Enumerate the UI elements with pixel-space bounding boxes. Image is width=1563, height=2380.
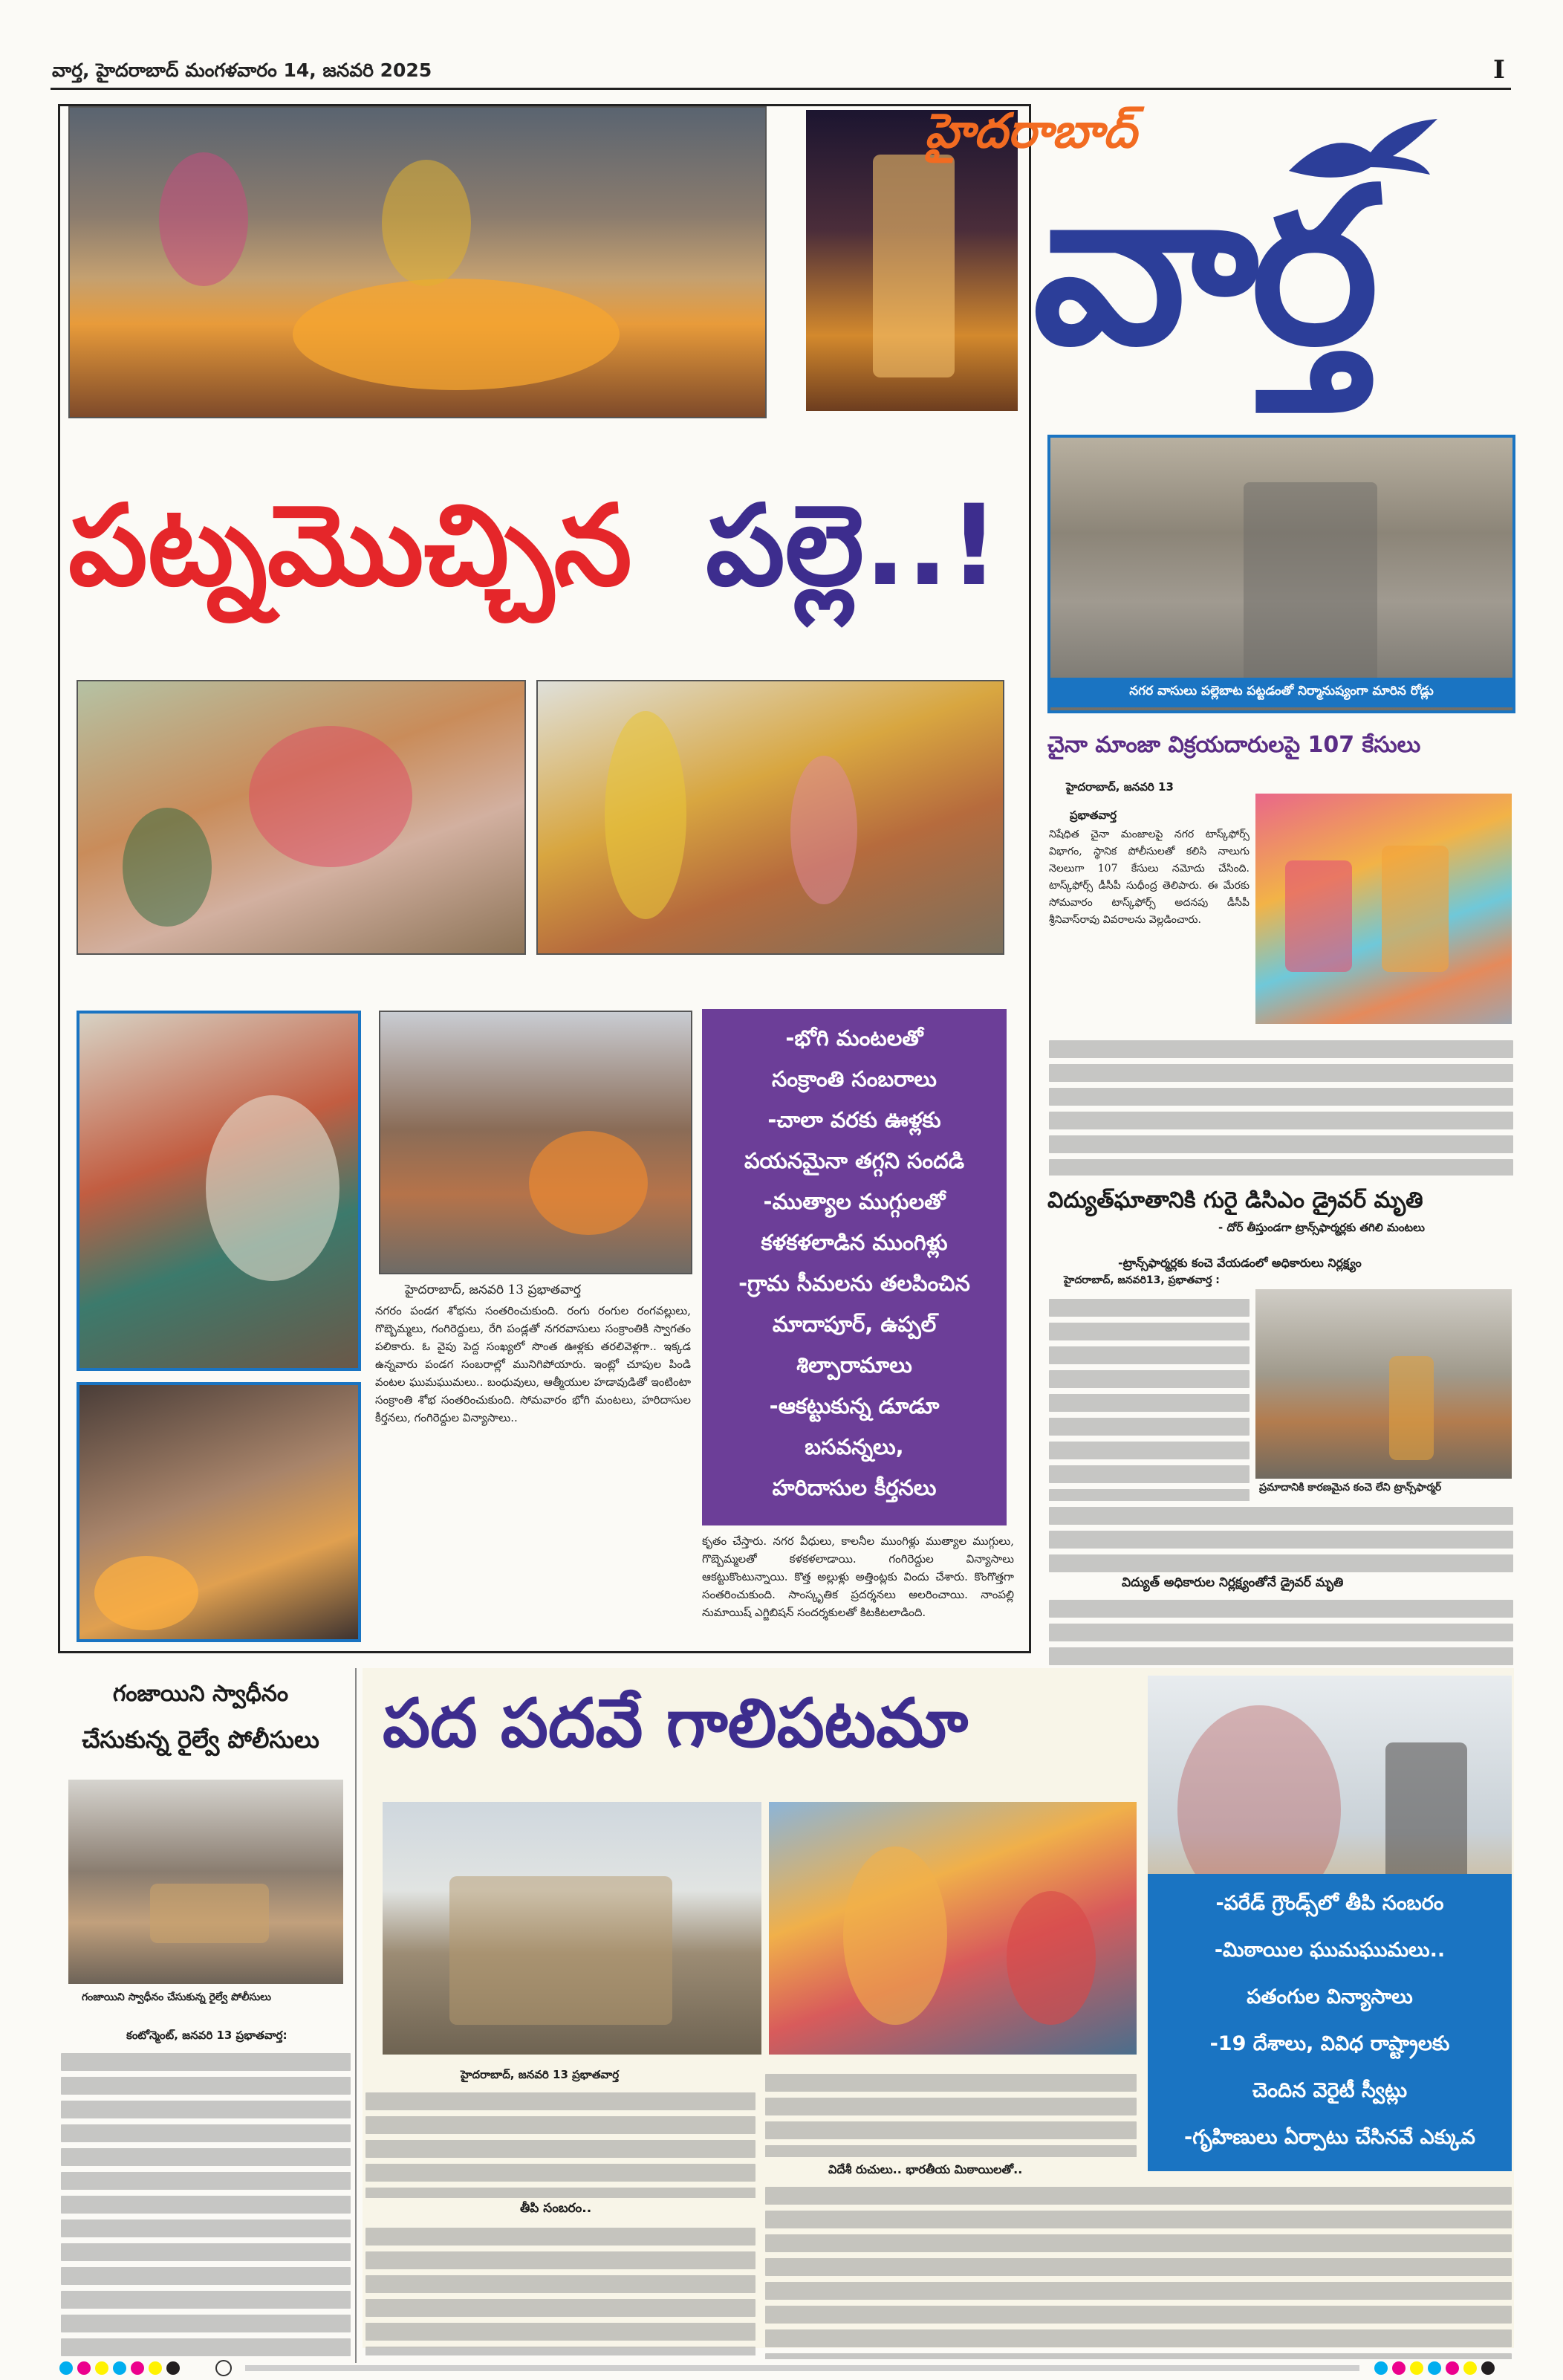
electric-sub2: -ట్రాన్స్‌ఫార్మర్లకు కంచె వేయడంలో అధికారులు నిర్లక్ష్యం <box>1118 1256 1362 1270</box>
header-rule <box>51 88 1511 90</box>
kite-dateline: హైదరాబాద్, జనవరి 13 ప్రభాతవార్త <box>461 2068 620 2081</box>
ganja-dateline: కంటోన్మెంట్, జనవరి 13 ప్రభాతవార్త: <box>126 2029 287 2042</box>
ganja-body-lines <box>61 2047 351 2359</box>
main-story-dateline: హైదరాబాద్, జనవరి 13 ప్రభాతవార్త <box>405 1283 581 1297</box>
electric-headline: విద్యుత్‌ఘాతానికి గురై డిసిఎం డ్రైవర్ మృతి <box>1047 1187 1423 1213</box>
police-kite-photo <box>383 1802 761 2055</box>
transformer-photo-caption: ప్రమాదానికి కారణమైన కంచె లేని ట్రాన్స్‌ఫార్మర్ <box>1259 1482 1442 1494</box>
main-story-lead: నగరం పండగ శోభను సంతరించుకుంది. రంగు రంగుల రంగవల్లులు, గొబ్బెమ్మలు, గంగిరెద్దులు, రేగి పండ్లతో నగరవాసులు సంక్రాంతికి స్వాగతం పలికారు. ఓ వైపు పెద్ద సంఖ్యలో సొంత ఊళ్లకు తరలివెళ్లగా.. ఇక్కడ ఉన్నవారు పండగ సంబరాల్లో మునిగిపోయారు. ఇంట్లో చూపుల పిండి వంటల ఘుమఘుమలు.. బంధువులు, ఆత్మీయుల హడావుడితో ఇంటింటా సంక్రాంతి శోభ సంతరించుకుంది. సోమవారం భోగి మంటలు, హరిదాసుల కీర్తనలు, గంగిరెద్దుల విన్యాసాలు.. <box>375 1304 691 1424</box>
registration-strip-right <box>1374 2361 1523 2376</box>
empty-road-photo <box>1047 435 1515 713</box>
kite-body-lines-2 <box>365 2222 755 2355</box>
highlight-line: కళకళలాడిన ముంగిళ్లు <box>761 1230 948 1255</box>
highlight-line: -భోగి మంటలతో <box>785 1025 923 1051</box>
kite-highlight-line: -గృహిణులు ఏర్పాటు చేసినవే ఎక్కువ <box>1184 2126 1475 2149</box>
ganja-headline-1: గంజాయిని స్వాధీనం <box>112 1681 289 1707</box>
kite-festival-photo <box>769 1802 1137 2055</box>
highlight-line: మాదాపూర్, ఉప్పల్ <box>772 1311 937 1337</box>
highlight-line: హరిదాసుల కీర్తనలు <box>772 1475 937 1500</box>
kite-highlight-line: చెందిన వెరైటీ స్వీట్లు <box>1252 2079 1408 2102</box>
ganja-headline-2: చేసుకున్న రైల్వే పోలీసులు <box>82 1725 319 1754</box>
kite-headline: పద పదవే గాలిపటమా <box>383 1685 969 1763</box>
night-bonfire-photo <box>77 1382 361 1642</box>
kite-subhead-2: విదేశీ రుచులు.. భారతీయ మిఠాయిలతో.. <box>828 2162 1023 2176</box>
electric-sub: - దోర్ తీస్తుండగా ట్రాన్స్‌ఫార్మర్లకు తగిలి మంటలు <box>1218 1221 1425 1234</box>
electric-body-lines <box>1049 1293 1250 1501</box>
registration-bar <box>245 2365 1359 2371</box>
kite-body-lines-4 <box>765 2181 1512 2359</box>
manja-source: ప్రభాతవార్త <box>1070 808 1117 822</box>
kite-highlights-box <box>1148 1874 1512 2171</box>
masthead-hyderabad: హైదరాబాద్ <box>925 104 1137 159</box>
manja-headline: చైనా మాంజా విక్రయదారులపై 107 కేసులు <box>1047 732 1421 758</box>
kite-body-lines-3 <box>765 2068 1137 2157</box>
electric-body-lines-2 <box>1049 1501 1513 1575</box>
electric-inner-head: విద్యుత్ అధికారుల నిర్లక్ష్యంతోనే డ్రైవర్ మృతి <box>1122 1575 1344 1590</box>
kite-highlight-line: -మిఠాయిల ఘుమఘుమలు.. <box>1214 1939 1446 1962</box>
bhogi-bonfire-photo <box>379 1011 692 1274</box>
decorated-bull-photo <box>77 680 526 955</box>
manja-lead: నిషేధిత చైనా మంజాలపై నగర టాస్క్‌ఫోర్స్ విభాగం, స్థానిక పోలీసులతో కలిసి నాలుగు నెలలుగా 107 కేసులు నమోదు చేసింది. టాస్క్‌ఫోర్స్ డీసీపీ సుధీంద్ర తెలిపారు. ఈ మేరకు సోమవారం టాస్క్‌ఫోర్స్ అదనపు డీసీపీ శ్రీనివాస్‌రావు వివరాలను వెల్లడించారు. <box>1049 829 1250 926</box>
manja-body-lines <box>1049 1034 1513 1176</box>
kite-body-lines-1 <box>365 2086 755 2198</box>
main-story-continued: కృతం చేస్తారు. నగర వీధులు, కాలనీల ముంగిళ్లు ముత్యాల ముగ్గులు, గొబ్బెమ్మలతో కళకళలాడాయి. గంగిరెద్దుల విన్యాసాలు ఆకట్టుకొంటున్నాయి. కొత్త అల్లుళ్లు అత్తింట్లకు విందు చేశారు. కొంగొత్తగా సంతరించుకుంది. సాంస్కృతిక ప్రదర్శనలు అలరించాయి. నాంపల్లి నుమాయిష్ ఎగ్జిబిషన్ సందర్శకులతో కిటకిటలాడింది. <box>702 1534 1014 1619</box>
kite-subhead-1: తీపి సంబరం.. <box>520 2201 592 2216</box>
festival-highlights-box <box>702 1009 1007 1525</box>
highlight-line: -చాలా వరకు ఊళ్లకు <box>767 1107 941 1132</box>
main-headline-blue: పల్లె..! <box>706 481 1000 611</box>
bonfire-dance-photo <box>68 106 767 418</box>
railway-police-caption: గంజాయిని స్వాధీనం చేసుకున్న రైల్వే పోలీసులు <box>82 1991 271 2003</box>
electric-dateline: హైదరాబాద్, జనవరి13, ప్రభాతవార్త : <box>1064 1274 1220 1286</box>
manja-spools-photo <box>1255 794 1512 1024</box>
highlight-line: -ఆకట్టుకున్న డూడూ <box>769 1393 940 1418</box>
highlight-line: సంక్రాంతి సంబరాలు <box>772 1066 937 1092</box>
registration-strip-left <box>59 2361 223 2376</box>
woman-with-cow-photo <box>77 1011 361 1371</box>
highlight-line: -ముత్యాల ముగ్గులతో <box>763 1189 946 1214</box>
road-photo-caption: నగర వాసులు పల్లెబాట పట్టడంతో నిర్మానుష్యంగా మారిన రోడ్లు <box>1047 678 1515 707</box>
kite-highlight-line: పతంగుల విన్యాసాలు <box>1247 1985 1413 2008</box>
highlight-line: -గ్రామ సీమలను తలపించిన <box>738 1271 970 1296</box>
header-dateline: వార్త, హైదరాబాద్ మంగళవారం 14, జనవరి 2025 <box>52 59 432 81</box>
highlight-line: బసవన్నలు, <box>805 1434 904 1459</box>
column-divider <box>355 1668 357 2363</box>
railway-police-photo <box>68 1780 343 1984</box>
main-headline-red: పట్నమొచ్చిన <box>68 481 632 611</box>
highlight-line: పయనమైనా తగ్గని సందడి <box>744 1148 965 1173</box>
masthead-vaartha: వార్త <box>1033 142 1371 392</box>
page-number: I <box>1493 55 1505 85</box>
kite-highlight-line: -పరేడ్ గ్రౌండ్స్‌లో తీపి సంబరం <box>1215 1892 1444 1915</box>
highlight-line: శిల్పారామాలు <box>796 1352 912 1378</box>
manja-dateline: హైదరాబాద్, జనవరి 13 <box>1066 780 1174 794</box>
kite-highlight-line: -19 దేశాలు, వివిధ రాష్ట్రాలకు <box>1209 2032 1450 2055</box>
haridasu-photo <box>536 680 1004 955</box>
registration-mark-left <box>215 2360 232 2376</box>
transformer-photo <box>1255 1289 1512 1479</box>
